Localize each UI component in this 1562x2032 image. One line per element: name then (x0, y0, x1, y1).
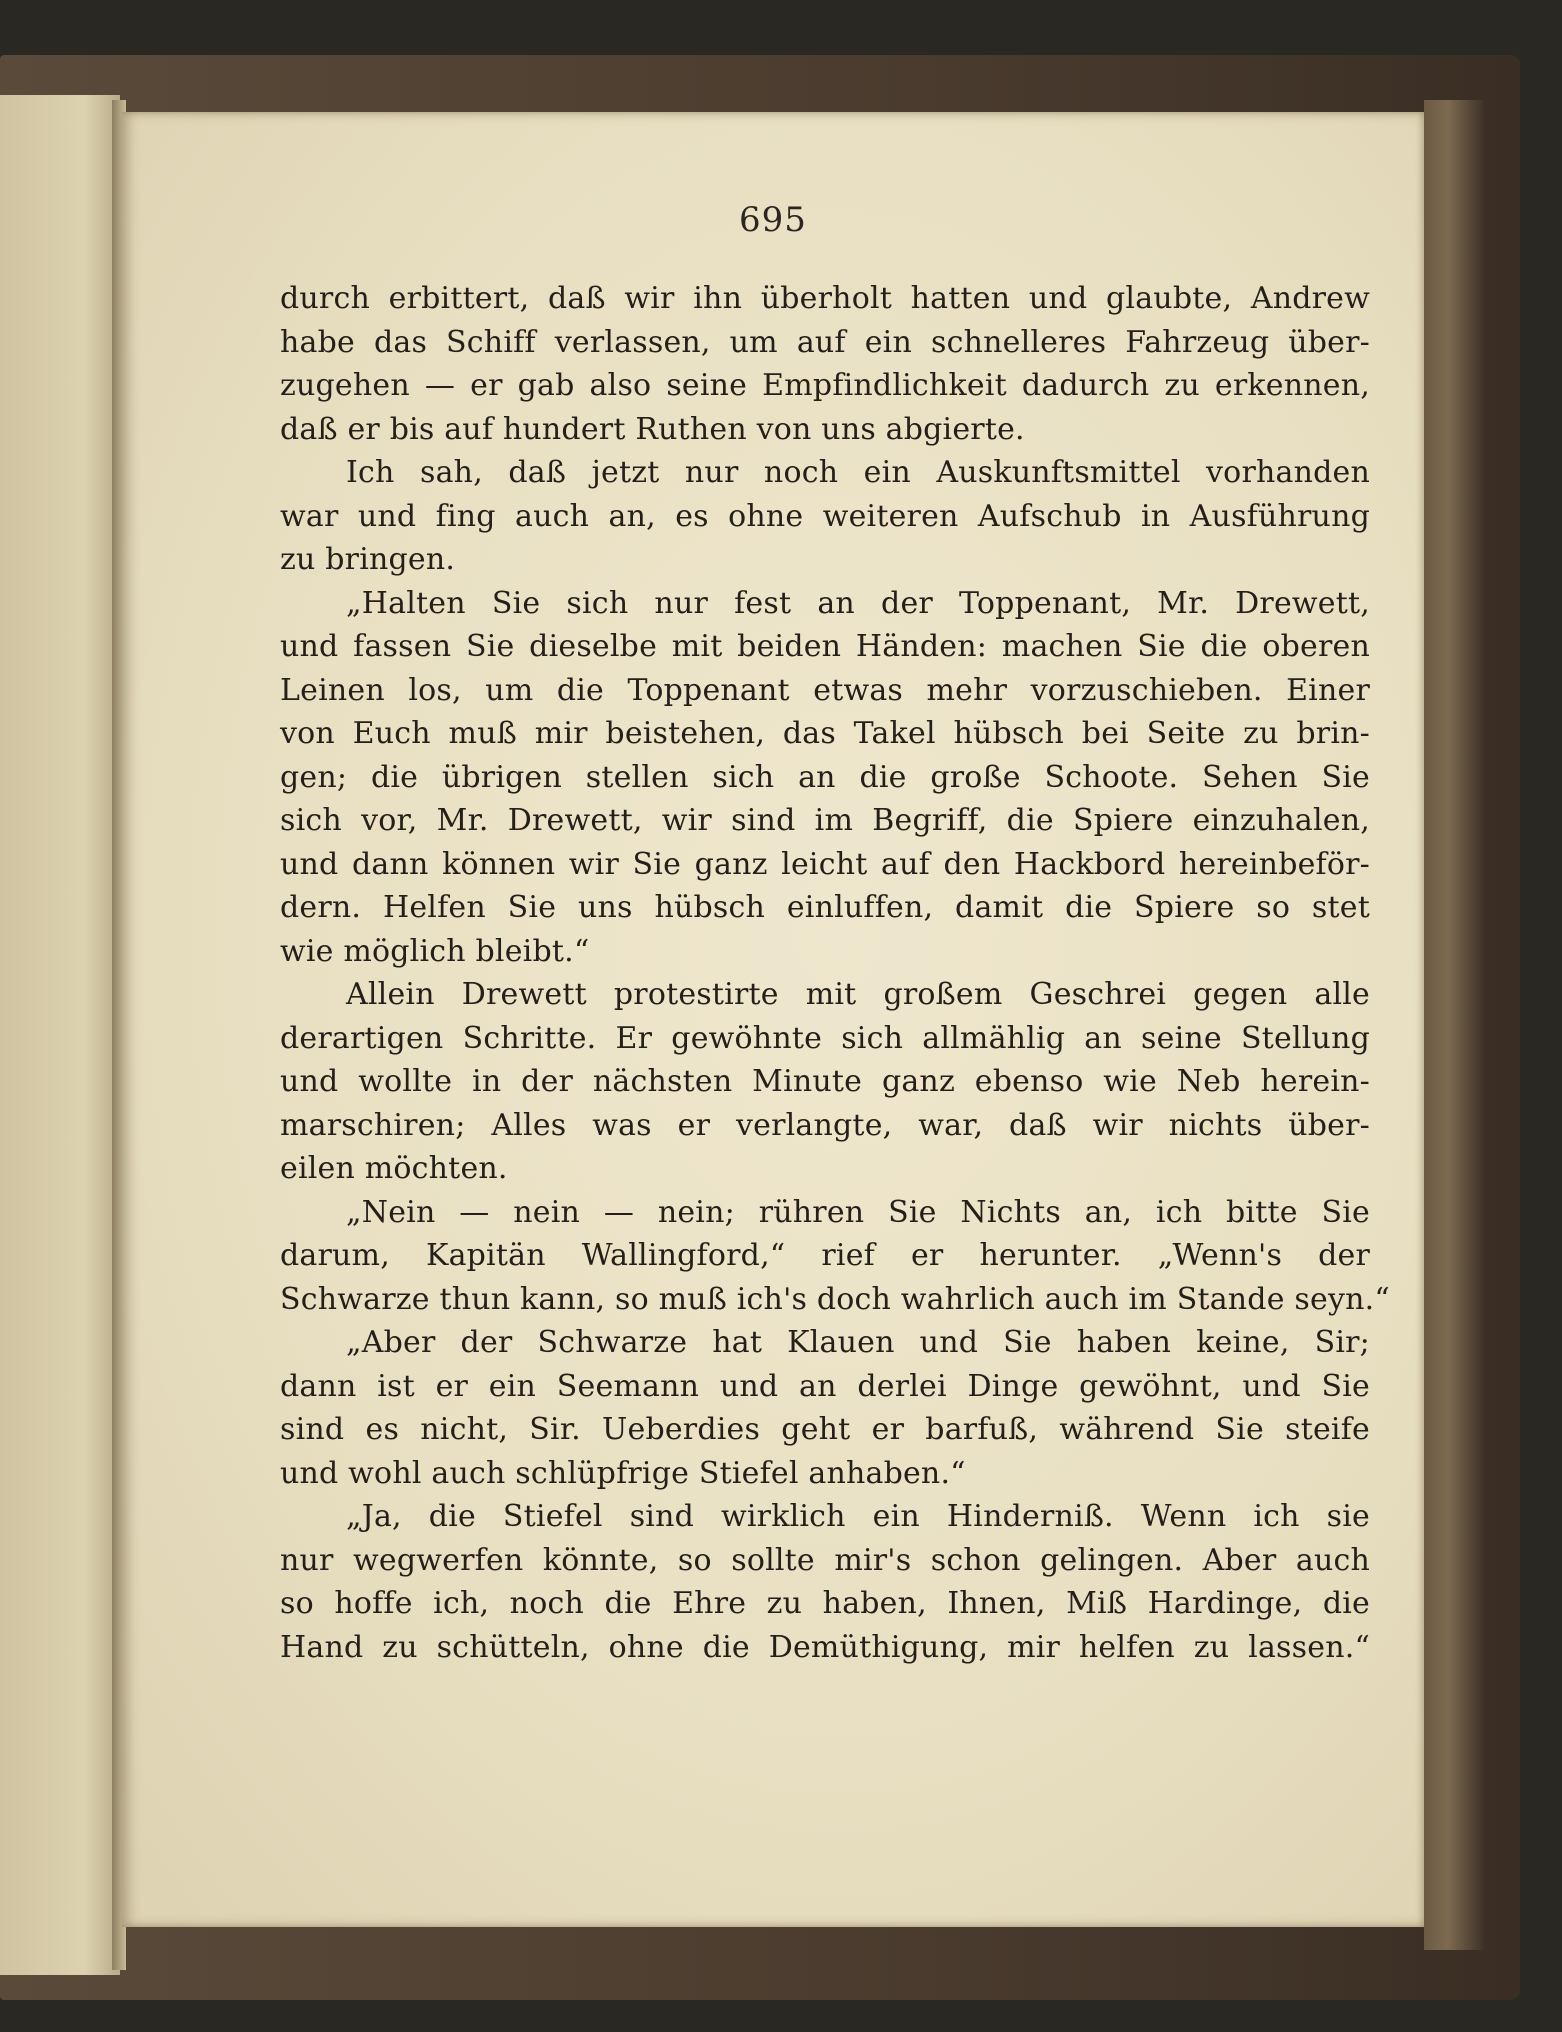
page-stack-edge (1424, 100, 1484, 1950)
text-line: „Nein — nein — nein; rühren Sie Nichts an, ich bitte Sie (346, 1194, 1370, 1230)
text-line: „Aber der Schwarze hat Klauen und Sie haben keine, Sir; (346, 1325, 1370, 1360)
text-line: sich vor, Mr. Drewett, wir sind im Begriff, die Spiere einzuhalen, (280, 803, 1370, 838)
text-line: dann ist er ein Seemann und an derlei Dinge gewöhnt, und Sie (280, 1368, 1370, 1404)
text-line: zu bringen. (280, 542, 456, 577)
text-line: so hoffe ich, noch die Ehre zu haben, Ihnen, Miß Hardinge, die (280, 1586, 1370, 1621)
text-line: nur wegwerfen könnte, so sollte mir's schon gelingen. Aber auch (280, 1542, 1370, 1578)
text-line: und fassen Sie dieselbe mit beiden Händen: machen Sie die oberen (280, 629, 1370, 664)
text-line: Ich sah, daß jetzt nur noch ein Auskunftsmittel vorhanden (346, 455, 1370, 490)
text-line: darum, Kapitän Wallingford,“ rief er herunter. „Wenn's der (280, 1238, 1370, 1273)
text-line: Allein Drewett protestirte mit großem Geschrei gegen alle (346, 977, 1370, 1012)
text-line: daß er bis auf hundert Ruthen von uns abgierte. (280, 411, 1025, 447)
text-line: „Ja, die Stiefel sind wirklich ein Hinderniß. Wenn ich sie (346, 1499, 1370, 1534)
left-page-edge (0, 95, 120, 1975)
text-line: Hand zu schütteln, ohne die Demüthigung, mir helfen zu lassen.“ (280, 1629, 1370, 1665)
text-line: und wohl auch schlüpfrige Stiefel anhaben.“ (280, 1455, 966, 1491)
text-line: und dann können wir Sie ganz leicht auf den Hackbord hereinbeför- (280, 846, 1370, 882)
page-number: 695 (739, 200, 807, 240)
text-line: marschiren; Alles was er verlangte, war, daß wir nichts über- (280, 1107, 1370, 1143)
text-line: Schwarze thun kann, so muß ich's doch wahrlich auch im Stande seyn.“ (280, 1281, 1390, 1317)
text-line: wie möglich bleibt.“ (280, 933, 590, 969)
text-line: Leinen los, um die Toppenant etwas mehr vorzuschieben. Einer (280, 672, 1370, 708)
text-line: derartigen Schritte. Er gewöhnte sich allmählig an seine Stellung (280, 1020, 1370, 1056)
text-line: war und fing auch an, es ohne weiteren Aufschub in Ausführung (280, 498, 1370, 534)
text-line: zugehen — er gab also seine Empfindlichkeit dadurch zu erkennen, (280, 368, 1370, 403)
text-line: dern. Helfen Sie uns hübsch einluffen, damit die Spiere so stet (280, 890, 1370, 925)
text-line: gen; die übrigen stellen sich an die große Schoote. Sehen Sie (280, 759, 1370, 795)
book-page (122, 112, 1424, 1927)
text-line: „Halten Sie sich nur fest an der Toppenant, Mr. Drewett, (346, 585, 1370, 621)
text-line: und wollte in der nächsten Minute ganz ebenso wie Neb herein- (280, 1064, 1370, 1099)
text-line: von Euch muß mir beistehen, das Takel hübsch bei Seite zu brin- (280, 716, 1370, 751)
page-text (280, 277, 1390, 1669)
text-line: sind es nicht, Sir. Ueberdies geht er barfuß, während Sie steife (280, 1412, 1370, 1447)
text-line: eilen möchten. (280, 1151, 508, 1186)
text-line: durch erbittert, daß wir ihn überholt hatten und glaubte, Andrew (280, 281, 1370, 316)
text-line: habe das Schiff verlassen, um auf ein schnelleres Fahrzeug über- (280, 324, 1370, 360)
